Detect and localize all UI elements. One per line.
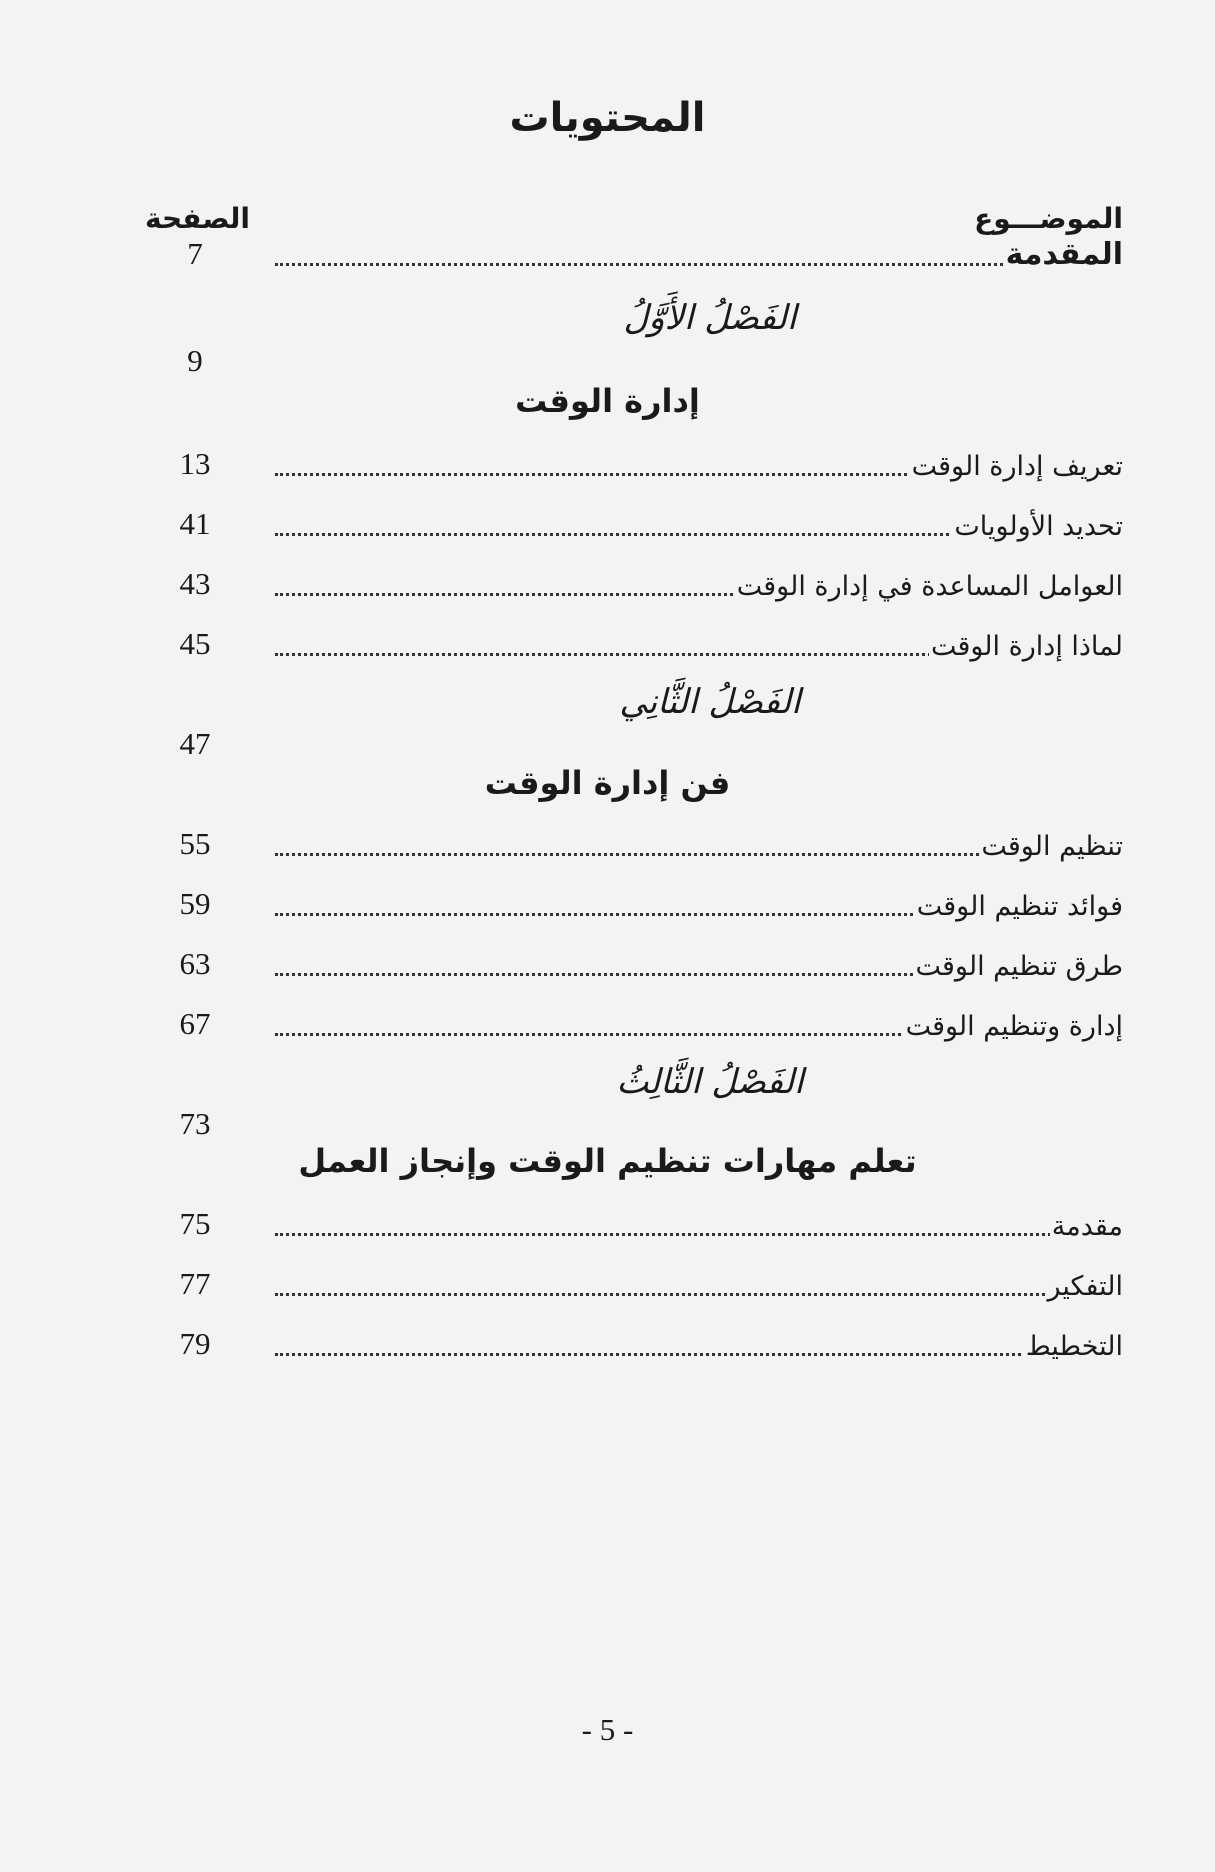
chapter-title: فن إدارة الوقت <box>484 764 731 802</box>
chapter-page-number: 9 <box>187 343 203 378</box>
toc-page-number: 59 <box>179 886 211 921</box>
chapter-heading: الفَصْلُ الأَوَّلُ <box>623 298 797 338</box>
topic-column-header: الموضـــوع <box>974 202 1123 235</box>
toc-entry-label: طرق تنظيم الوقت <box>915 951 1123 982</box>
toc-page-number: 77 <box>179 1266 211 1301</box>
toc-entry-label: إدارة وتنظيم الوقت <box>905 1011 1123 1042</box>
toc-entry[interactable] <box>275 442 1123 486</box>
toc-entry-label: المقدمة <box>1005 237 1123 272</box>
toc-entry-label: مقدمة <box>1051 1211 1123 1242</box>
chapter-page-number: 73 <box>179 1106 211 1141</box>
leader-dots <box>275 263 1123 266</box>
toc-page-number: 43 <box>179 566 211 601</box>
toc-entry[interactable] <box>275 502 1123 546</box>
chapter-title: تعلم مهارات تنظيم الوقت وإنجاز العمل <box>298 1142 917 1180</box>
toc-page-number: 7 <box>187 236 203 271</box>
toc-entry[interactable] <box>275 1202 1123 1246</box>
toc-entry[interactable] <box>275 1262 1123 1306</box>
toc-page-number: 45 <box>179 626 211 661</box>
toc-entry[interactable] <box>275 1002 1123 1046</box>
toc-entry-label: تعريف إدارة الوقت <box>911 451 1123 482</box>
page-title: المحتويات <box>509 95 706 141</box>
toc-entry-label: فوائد تنظيم الوقت <box>916 891 1123 922</box>
chapter-heading: الفَصْلُ الثَّانِي <box>619 682 801 722</box>
page-footer-number: - 5 - <box>581 1712 634 1747</box>
toc-page-number: 55 <box>179 826 211 861</box>
chapter-page-number: 47 <box>179 726 211 761</box>
toc-entry[interactable] <box>275 622 1123 666</box>
toc-entry-intro[interactable] <box>275 232 1123 276</box>
toc-page-number: 41 <box>179 506 211 541</box>
toc-entry-label: تنظيم الوقت <box>981 831 1123 862</box>
toc-entry-label: لماذا إدارة الوقت <box>930 631 1123 662</box>
toc-entry-label: العوامل المساعدة في إدارة الوقت <box>736 571 1123 602</box>
toc-entry-label: التفكير <box>1047 1271 1123 1302</box>
chapter-title: إدارة الوقت <box>515 382 700 420</box>
toc-page-number: 13 <box>179 446 211 481</box>
toc-entry[interactable] <box>275 882 1123 926</box>
toc-page-number: 79 <box>179 1326 211 1361</box>
chapter-heading: الفَصْلُ الثَّالِثُ <box>616 1062 804 1102</box>
toc-entry[interactable] <box>275 822 1123 866</box>
toc-entry[interactable] <box>275 562 1123 606</box>
toc-entry-label: التخطيط <box>1025 1331 1123 1362</box>
toc-page-number: 75 <box>179 1206 211 1241</box>
toc-entry-label: تحديد الأولويات <box>954 511 1123 542</box>
toc-page-number: 63 <box>179 946 211 981</box>
leader-dots <box>275 1353 1123 1356</box>
toc-entry[interactable] <box>275 942 1123 986</box>
toc-entry[interactable] <box>275 1322 1123 1366</box>
leader-dots <box>275 1233 1123 1236</box>
toc-page-number: 67 <box>179 1006 211 1041</box>
page-column-header: الصفحة <box>145 202 251 235</box>
leader-dots <box>275 1293 1123 1296</box>
